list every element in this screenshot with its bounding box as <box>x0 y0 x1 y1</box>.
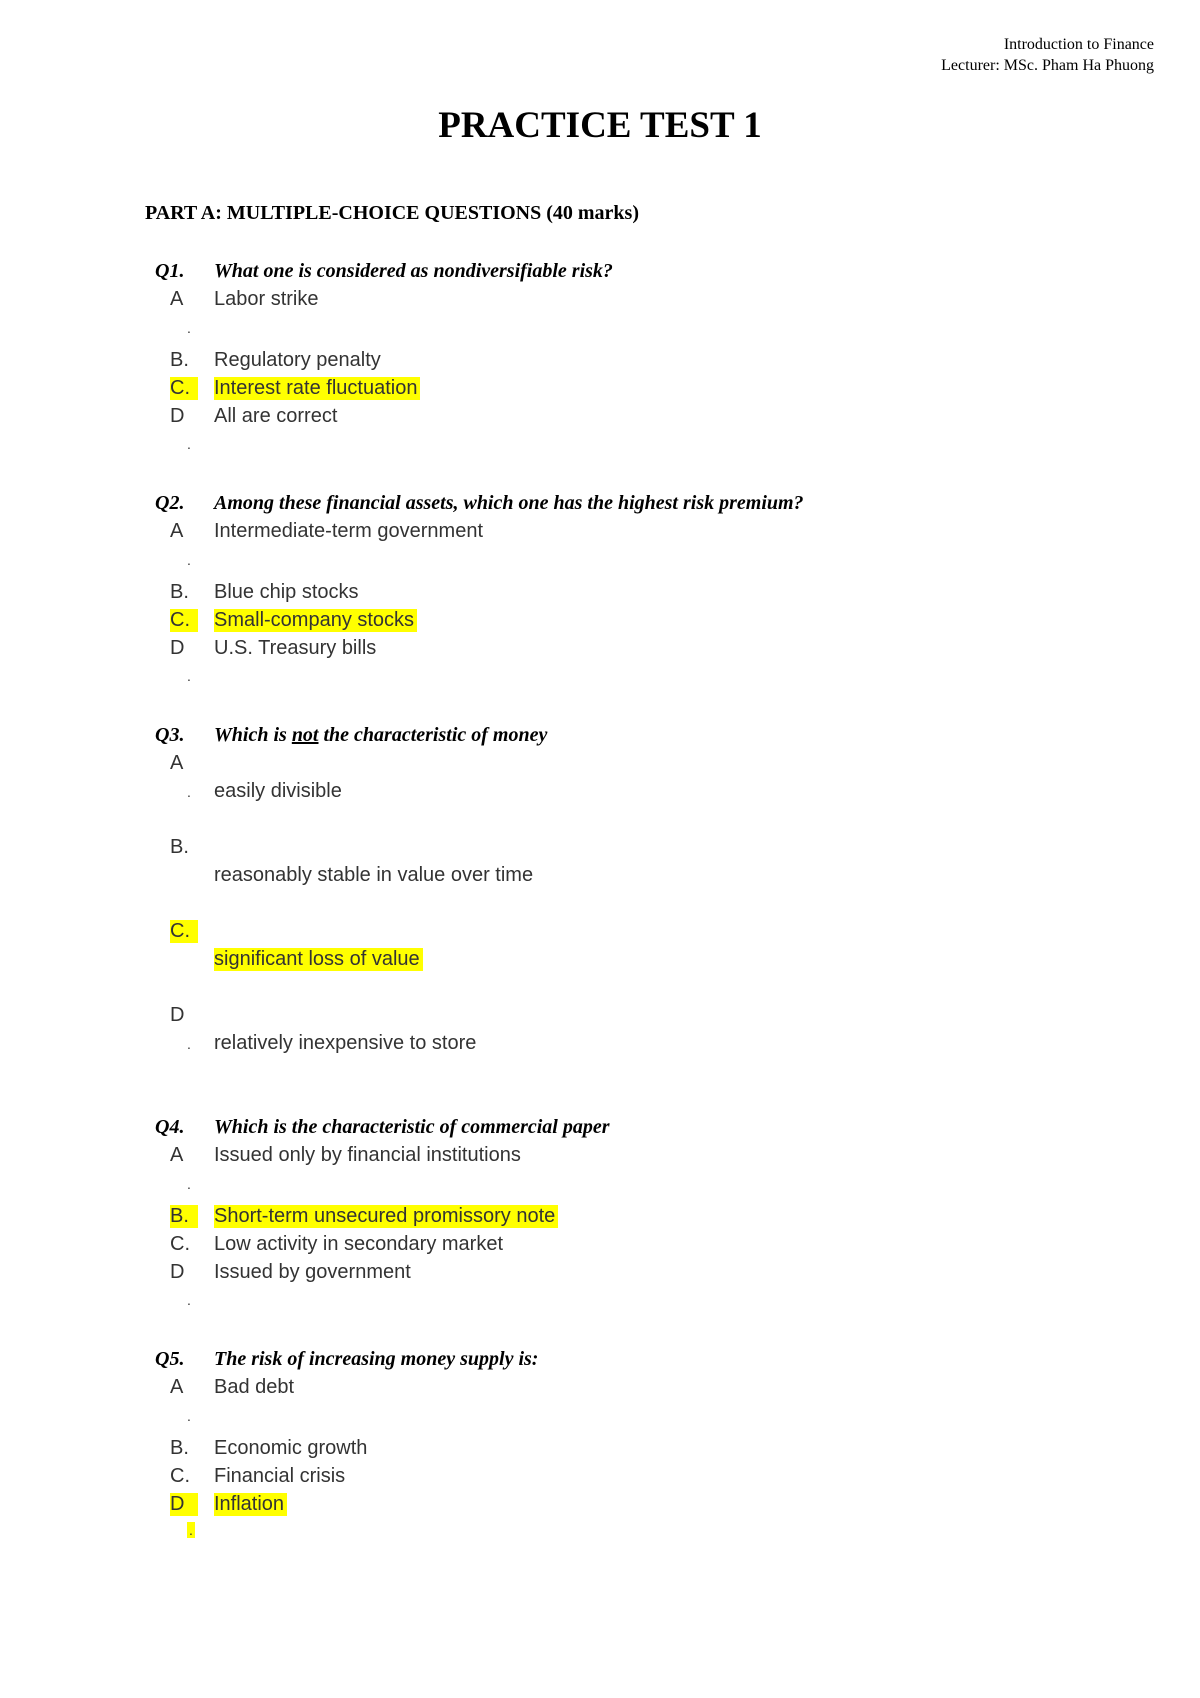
question-number: Q1. <box>155 260 185 282</box>
option-letter: B. <box>170 349 189 371</box>
option-text-highlighted: Inflation <box>214 1493 287 1516</box>
option-text: Issued by government <box>214 1261 411 1283</box>
option-letter: A <box>170 520 184 542</box>
question-number: Q2. <box>155 492 185 514</box>
option-text: Financial crisis <box>214 1465 346 1487</box>
option-letter: C. <box>170 1465 190 1487</box>
option-letter: D <box>170 405 185 427</box>
option-text: Issued only by financial institutions <box>214 1144 521 1166</box>
option-letter: D <box>170 1004 185 1026</box>
option-dot: . <box>187 1176 191 1192</box>
option-letter: D <box>170 637 185 659</box>
option-text: relatively inexpensive to store <box>214 1032 477 1054</box>
question-text: Which is not the characteristic of money <box>214 724 548 746</box>
option-text: easily divisible <box>214 780 342 802</box>
question-text: What one is considered as nondiversifiable risk? <box>214 260 613 282</box>
option-text-highlighted: significant loss of value <box>214 948 423 971</box>
question-text: Among these financial assets, which one has the highest risk premium? <box>214 492 804 514</box>
option-dot: . <box>187 552 191 568</box>
option-letter: C. <box>170 1233 190 1255</box>
option-text: Intermediate-term government <box>214 520 484 542</box>
option-text: Blue chip stocks <box>214 581 359 603</box>
question-number: Q4. <box>155 1116 185 1138</box>
option-letter: A <box>170 1144 184 1166</box>
option-letter-highlighted: B. <box>170 1205 198 1228</box>
option-text-highlighted: Short-term unsecured promissory note <box>214 1205 558 1228</box>
option-dot: . <box>187 784 191 800</box>
option-dot: . <box>187 320 191 336</box>
option-dot: . <box>187 436 191 452</box>
option-dot: . <box>187 1036 191 1052</box>
option-letter: A <box>170 752 184 774</box>
option-letter-highlighted: C. <box>170 920 198 943</box>
option-text-highlighted: Small-company stocks <box>214 609 417 632</box>
question-text: The risk of increasing money supply is: <box>214 1348 539 1370</box>
lecturer-name: Lecturer: MSc. Pham Ha Phuong <box>941 57 1154 74</box>
option-text: Regulatory penalty <box>214 349 381 371</box>
underlined-word: not <box>291 724 319 746</box>
option-letter: B. <box>170 836 189 858</box>
question-number: Q5. <box>155 1348 185 1370</box>
course-name: Introduction to Finance <box>1003 36 1154 53</box>
option-letter: A <box>170 288 184 310</box>
option-letter-highlighted: C. <box>170 609 198 632</box>
option-text: Bad debt <box>214 1376 295 1398</box>
option-text: All are correct <box>214 405 338 427</box>
option-letter: B. <box>170 1437 189 1459</box>
option-text: Economic growth <box>214 1437 368 1459</box>
option-letter-highlighted: C. <box>170 377 198 400</box>
question-number: Q3. <box>155 724 185 746</box>
option-letter-highlighted: D <box>170 1493 198 1516</box>
option-text: Low activity in secondary market <box>214 1233 504 1255</box>
option-text: Labor strike <box>214 288 319 310</box>
option-dot: . <box>187 668 191 684</box>
option-letter: A <box>170 1376 184 1398</box>
option-dot-highlighted: . <box>189 1522 193 1538</box>
option-letter: B. <box>170 581 189 603</box>
question-text: Which is the characteristic of commercial paper <box>214 1116 610 1138</box>
option-text: U.S. Treasury bills <box>214 637 377 659</box>
option-letter: D <box>170 1261 185 1283</box>
option-dot: . <box>187 1408 191 1424</box>
page-title: PRACTICE TEST 1 <box>438 105 762 146</box>
section-heading: PART A: MULTIPLE-CHOICE QUESTIONS (40 marks) <box>145 202 639 224</box>
option-text: reasonably stable in value over time <box>214 864 534 886</box>
option-dot: . <box>187 1292 191 1308</box>
option-text-highlighted: Interest rate fluctuation <box>214 377 420 400</box>
